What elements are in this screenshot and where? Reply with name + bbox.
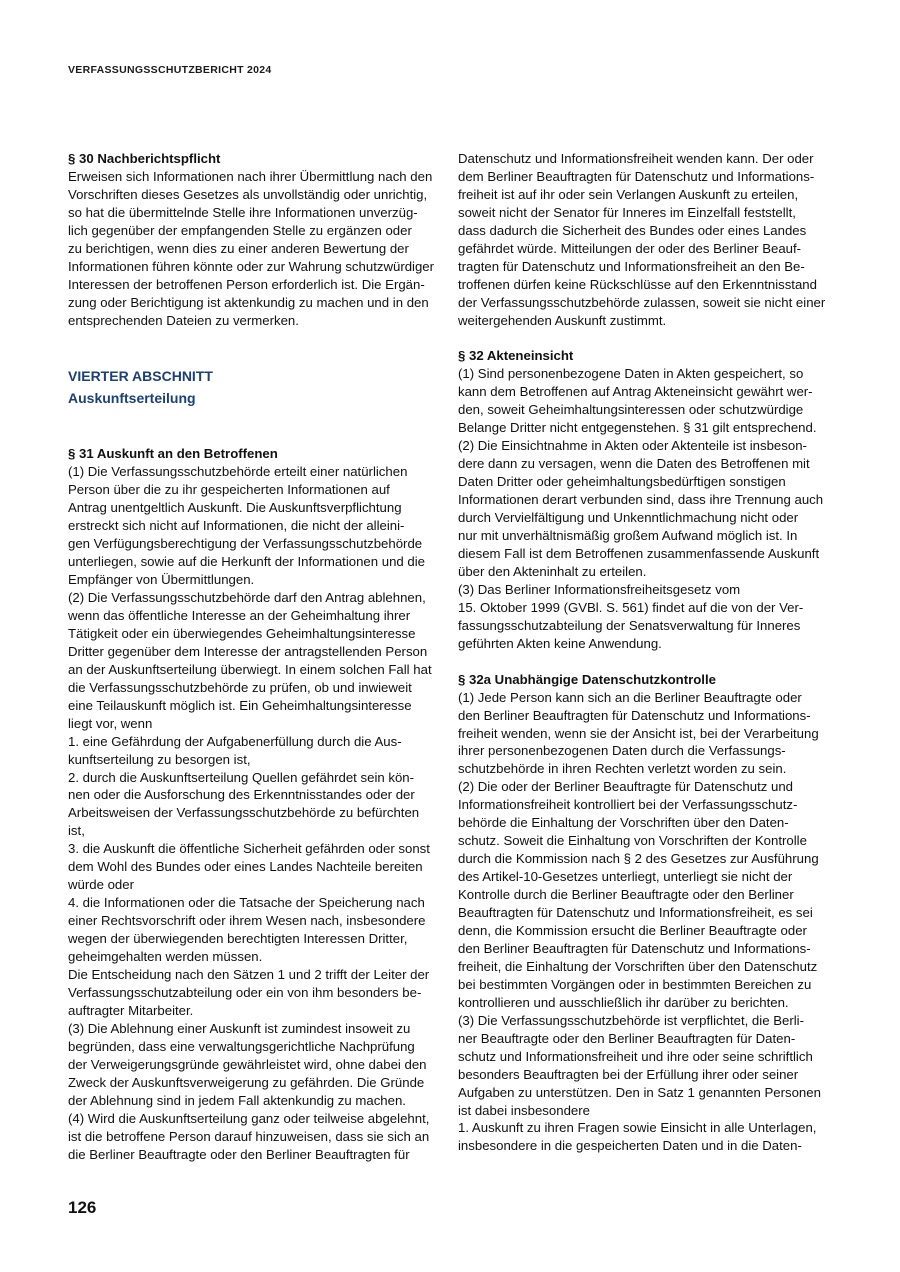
text-line: auftragter Mitarbeiter.	[68, 1002, 194, 1018]
text-line: geführten Akten keine Anwendung.	[458, 635, 662, 651]
text-line: Interessen der betroffenen Person erforderlich ist. Die Ergän-	[68, 276, 425, 292]
text-line: besonders Beauftragten bei der Erfüllung ihrer oder seiner	[458, 1066, 799, 1082]
text-line: freiheit wenden, wenn sie der Ansicht ist, bei der Verarbeitung	[458, 725, 819, 741]
paragraph-spacer	[68, 330, 440, 348]
running-header: VERFASSUNGSSCHUTZBERICHT 2024	[68, 64, 272, 76]
text-line: 3. die Auskunft die öffentliche Sicherheit gefährden oder sonst	[68, 841, 430, 857]
text-line: Informationsfreiheit kontrolliert bei der Verfassungsschutz-	[458, 797, 798, 813]
text-line: ner Beauftragte oder den Berliner Beauftragten für Daten-	[458, 1030, 796, 1046]
paragraph-heading: § 30 Nachberichtspflicht	[68, 151, 221, 166]
text-line: Dritter gegenüber dem Interesse der antragstellenden Person	[68, 643, 428, 659]
paragraph-heading: § 32a Unabhängige Datenschutzkontrolle	[458, 671, 716, 687]
paragraph-spacer	[458, 330, 830, 348]
text-line: nur mit unverhältnismäßig großem Aufwand möglich ist. In	[458, 528, 798, 544]
text-line: der Ablehnung sind in jedem Fall aktenkundig zu machen.	[68, 1092, 406, 1108]
text-line: behörde die Einhaltung der Vorschriften über den Daten-	[458, 815, 789, 831]
text-line: freiheit ist auf ihr oder sein Verlangen Auskunft zu erteilen,	[458, 186, 799, 202]
text-line: weitergehenden Auskunft zustimmt.	[458, 312, 667, 328]
text-line: der Verweigerungsgründe gewährleistet wird, ohne dabei den	[68, 1056, 427, 1072]
text-line: (1) Die Verfassungsschutzbehörde erteilt einer natürlichen	[68, 464, 408, 480]
text-line: denn, die Kommission ersucht die Berliner Beauftragte oder	[458, 922, 807, 938]
text-line: schutz. Soweit die Einhaltung von Vorschriften der Kontrolle	[458, 833, 807, 849]
text-line: Tätigkeit oder ein überwiegendes Geheimhaltungsinteresse	[68, 625, 416, 641]
text-line: an der Auskunftserteilung überwiegt. In einem solchen Fall hat	[68, 661, 432, 677]
text-line: dem Berliner Beauftragten für Datenschutz und Informations-	[458, 168, 815, 184]
text-line: des Artikel-10-Gesetzes unterliegt, unterliegt sie nicht der	[458, 869, 793, 885]
text-line: über den Akteninhalt zu erteilen.	[458, 563, 647, 579]
text-line: (2) Die oder der Berliner Beauftragte für Datenschutz und	[458, 779, 793, 795]
text-line: (3) Die Verfassungsschutzbehörde ist verpflichtet, die Berli-	[458, 1012, 804, 1028]
text-line: gefährdet würde. Mitteilungen der oder des Berliner Beauf-	[458, 240, 802, 256]
text-line: Beauftragten für Datenschutz und Informationsfreiheit, es sei	[458, 905, 813, 921]
text-line: den Berliner Beauftragten für Datenschutz und Informations-	[458, 940, 811, 956]
text-line: schutzbehörde in ihren Rechten verletzt worden zu sein.	[458, 761, 787, 777]
paragraph-spacer	[68, 409, 440, 427]
text-line: die Berliner Beauftragte oder den Berliner Beauftragten für	[68, 1146, 410, 1162]
text-line: (3) Das Berliner Informationsfreiheitsgesetz vom	[458, 581, 741, 597]
text-line: der Verfassungsschutzbehörde zulassen, soweit sie nicht einer	[458, 294, 826, 310]
left-column	[68, 150, 440, 1163]
text-line: durch Vervielfältigung und Unkenntlichmachung nicht oder	[458, 510, 799, 526]
text-line: Person über die zu ihr gespeicherten Informationen auf	[68, 482, 390, 498]
text-line: (2) Die Verfassungsschutzbehörde darf den Antrag ablehnen,	[68, 589, 426, 605]
text-line: fassungsschutzabteilung der Senatsverwaltung für Inneres	[458, 617, 801, 633]
paragraph-spacer	[458, 653, 830, 671]
right-column	[458, 150, 830, 1155]
text-line: wenn das öffentliche Interesse an der Geheimhaltung ihrer	[68, 607, 411, 623]
page-number: 126	[68, 1198, 97, 1217]
text-line: erstreckt sich nicht auf Informationen, die nicht der alleini-	[68, 518, 405, 534]
text-line: gen Verfügungsberechtigung der Verfassungsschutzbehörde	[68, 536, 423, 552]
paragraph-spacer	[68, 347, 440, 365]
text-line: zung oder Berichtigung ist aktenkundig zu machen und in den	[68, 294, 429, 310]
text-line: den Berliner Beauftragten für Datenschutz und Informations-	[458, 707, 811, 723]
text-line: so hat die übermittelnde Stelle ihre Informationen unverzüg-	[68, 204, 418, 220]
text-line: unterliegen, sowie auf die Herkunft der Informationen und die	[68, 554, 426, 570]
text-line: Empfänger von Übermittlungen.	[68, 572, 255, 588]
text-line: wegen der überwiegenden berechtigten Interessen Dritter,	[68, 931, 408, 947]
text-line: troffenen dürfen keine Rückschlüsse auf den Erkenntnisstand	[458, 276, 817, 292]
text-line: 1. Auskunft zu ihren Fragen sowie Einsicht in alle Unterlagen,	[458, 1120, 817, 1136]
paragraph-spacer	[68, 427, 440, 445]
text-line: zu berichtigen, wenn dies zu einer anderen Bewertung der	[68, 240, 409, 256]
text-line: ist,	[68, 823, 85, 839]
paragraph-heading: § 32 Akteneinsicht	[458, 348, 574, 364]
text-line: lich gegenüber der empfangenden Stelle zu ergänzen oder	[68, 222, 412, 238]
text-line: schutz und Informationsfreiheit und ihre oder seine schriftlich	[458, 1048, 813, 1064]
text-line: Daten Dritter oder geheimhaltungsbedürftigen sonstigen	[458, 474, 786, 490]
text-line: kann dem Betroffenen auf Antrag Akteneinsicht gewährt wer-	[458, 384, 813, 400]
text-line: tragten für Datenschutz und Informationsfreiheit an den Be-	[458, 258, 805, 274]
text-line: Antrag unentgeltlich Auskunft. Die Auskunftsverpflichtung	[68, 500, 402, 516]
section-heading: Auskunftserteilung	[68, 390, 196, 407]
text-line: 4. die Informationen oder die Tatsache der Speicherung nach	[68, 895, 425, 911]
text-line: 2. durch die Auskunftserteilung Quellen gefährdet sein kön-	[68, 769, 415, 785]
text-line: dass dadurch die Sicherheit des Bundes oder eines Landes	[458, 222, 807, 238]
paragraph-heading: § 31 Auskunft an den Betroffenen	[68, 446, 278, 462]
text-line: Informationen führen könnte oder zur Wahrung schutzwürdiger	[68, 258, 435, 274]
text-line: Vorschriften dieses Gesetzes als unvollständig oder unrichtig,	[68, 186, 428, 202]
text-line: entsprechenden Dateien zu vermerken.	[68, 312, 299, 328]
text-line: Aufgaben zu unterstützen. Den in Satz 1 genannten Personen	[458, 1084, 821, 1100]
text-line: (3) Die Ablehnung einer Auskunft ist zumindest insoweit zu	[68, 1020, 411, 1036]
text-line: Zweck der Auskunftsverweigerung zu gefährden. Die Gründe	[68, 1074, 425, 1090]
text-line: liegt vor, wenn	[68, 715, 153, 731]
text-line: die Verfassungsschutzbehörde zu prüfen, ob und inwieweit	[68, 679, 412, 695]
text-line: Kontrolle durch die Berliner Beauftragte oder den Berliner	[458, 887, 794, 903]
text-line: durch die Kommission nach § 2 des Gesetzes zur Ausführung	[458, 851, 819, 867]
text-line: einer Rechtsvorschrift oder ihrem Wesen nach, insbesondere	[68, 913, 426, 929]
text-line: ihrer personenbezogenen Daten durch die Verfassungs-	[458, 743, 786, 759]
text-line: den, soweit Geheimhaltungsinteressen oder schutzwürdige	[458, 402, 804, 418]
text-line: soweit nicht der Senator für Inneres im Einzelfall feststellt,	[458, 204, 796, 220]
text-line: nen oder die Ausforschung des Erkenntnisstandes oder der	[68, 787, 415, 803]
text-line: Informationen derart verbunden sind, dass ihre Trennung auch	[458, 492, 824, 508]
text-line: Verfassungsschutzabteilung oder ein von ihm besonders be-	[68, 984, 422, 1000]
text-line: kunftserteilung zu besorgen ist,	[68, 751, 251, 767]
text-line: Datenschutz und Informationsfreiheit wenden kann. Der oder	[458, 151, 814, 166]
text-line: begründen, dass eine verwaltungsgerichtliche Nachprüfung	[68, 1038, 415, 1054]
text-line: Erweisen sich Informationen nach ihrer Übermittlung nach den	[68, 168, 433, 184]
text-line: (1) Sind personenbezogene Daten in Akten gespeichert, so	[458, 366, 804, 382]
text-line: (1) Jede Person kann sich an die Berliner Beauftragte oder	[458, 689, 802, 705]
text-line: bei bestimmten Vorgängen oder in bestimmten Bereichen zu	[458, 976, 812, 992]
text-line: Die Entscheidung nach den Sätzen 1 und 2 trifft der Leiter der	[68, 966, 430, 982]
text-line: ist dabei insbesondere	[458, 1102, 590, 1118]
text-line: ist die betroffene Person darauf hinzuweisen, dass sie sich an	[68, 1128, 430, 1144]
text-line: dem Wohl des Bundes oder eines Landes Nachteile bereiten	[68, 859, 423, 875]
text-line: Belange Dritter nicht entgegenstehen. § 31 gilt entsprechend.	[458, 420, 817, 436]
text-line: insbesondere in die gespeicherten Daten und in die Daten-	[458, 1138, 802, 1154]
text-line: eine Teilauskunft möglich ist. Ein Geheimhaltungsinteresse	[68, 697, 412, 713]
text-line: (4) Wird die Auskunftserteilung ganz oder teilweise abgelehnt,	[68, 1110, 430, 1126]
text-line: freiheit, die Einhaltung der Vorschriften über den Datenschutz	[458, 958, 818, 974]
text-line: (2) Die Einsichtnahme in Akten oder Aktenteile ist insbeson-	[458, 438, 807, 454]
text-line: 15. Oktober 1999 (GVBl. S. 561) findet auf die von der Ver-	[458, 599, 804, 615]
text-line: würde oder	[68, 877, 134, 893]
text-line: diesem Fall ist dem Betroffenen zusammenfassende Auskunft	[458, 545, 820, 561]
text-line: 1. eine Gefährdung der Aufgabenerfüllung durch die Aus-	[68, 733, 402, 749]
text-line: dere dann zu versagen, wenn die Daten des Betroffenen mit	[458, 456, 810, 472]
text-line: geheimgehalten werden müssen.	[68, 949, 263, 965]
section-heading: VIERTER ABSCHNITT	[68, 368, 213, 385]
text-line: kontrollieren und ausschließlich ihr darüber zu berichten.	[458, 994, 789, 1010]
text-line: Arbeitsweisen der Verfassungsschutzbehörde zu befürchten	[68, 805, 420, 821]
